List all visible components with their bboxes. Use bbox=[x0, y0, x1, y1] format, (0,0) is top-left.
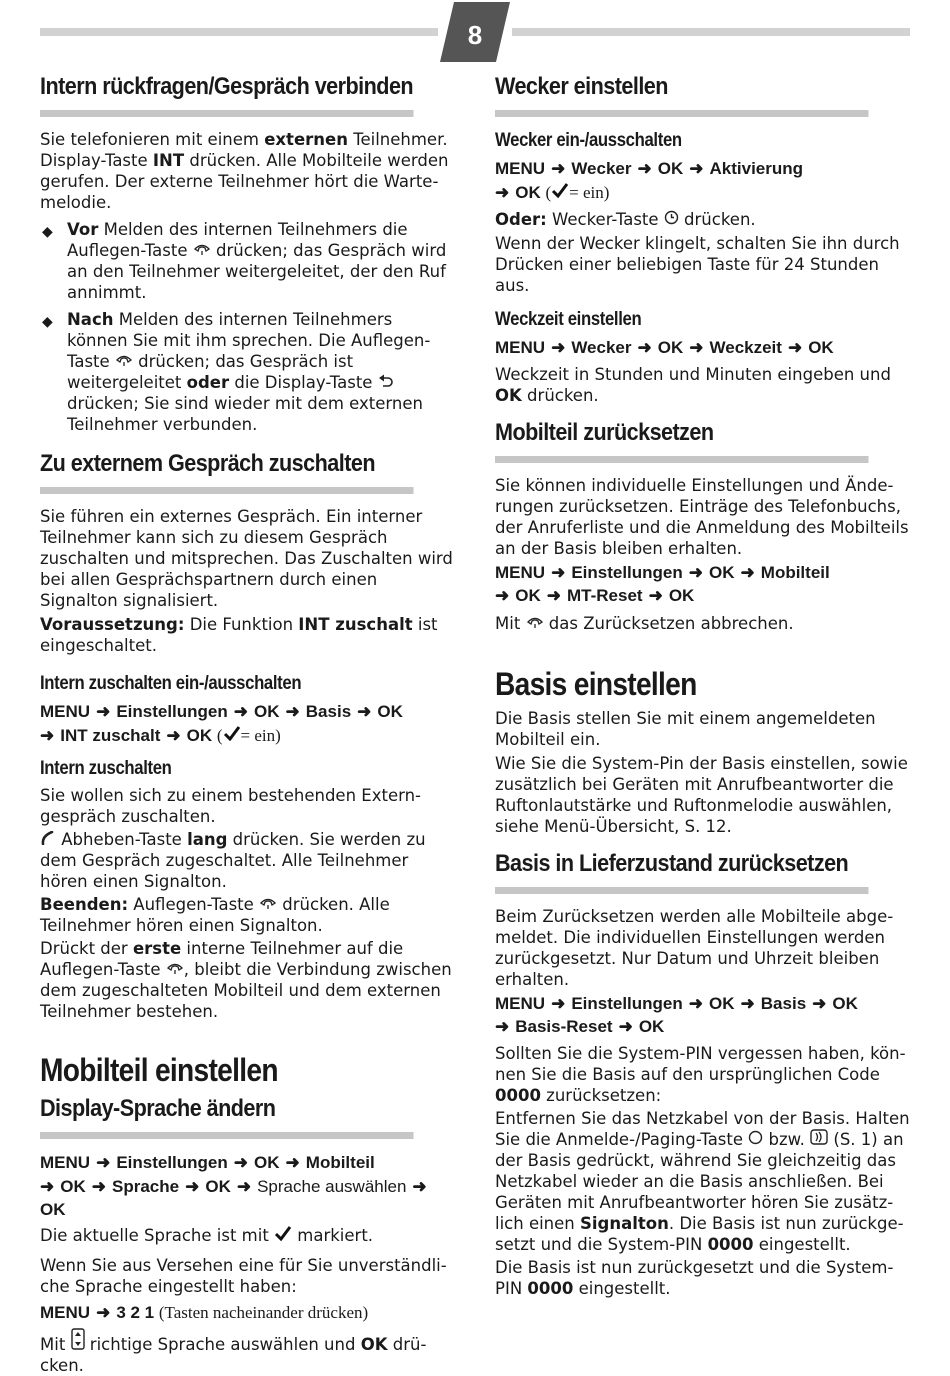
arrow-right-icon: ➜ bbox=[787, 338, 803, 357]
arrow-right-icon: ➜ bbox=[285, 702, 300, 721]
arrow-right-icon: ➜ bbox=[495, 182, 510, 202]
arrow-right-icon: ➜ bbox=[551, 159, 566, 178]
header-bar-left bbox=[40, 28, 438, 36]
section-title-intern-rueckfragen: Intern rückfragen/Gespräch verbinden bbox=[40, 72, 414, 117]
menu-path-wecker-aktivierung: MENU ➜ Wecker ➜ OK ➜ Aktivierung ➜ OK ( = ein) bbox=[495, 157, 910, 204]
arrow-right-icon: ➜ bbox=[412, 1176, 427, 1196]
menu-path-reset-sprache: MENU ➜ 3 2 1 (Tasten nacheinander drücken) bbox=[40, 1301, 455, 1325]
paragraph: Wenn Sie aus Versehen eine für Sie unverständliche Sprache eingestellt haben: bbox=[40, 1255, 447, 1296]
arrow-right-icon: ➜ bbox=[648, 586, 663, 605]
paragraph: Oder: Wecker-Taste drücken. bbox=[495, 210, 756, 229]
paragraph: Sie können individuelle Einstellungen und Änderungen zurücksetzen. Einträge des Telefonbuchs, der Anruferliste und die Anmeldung des Mobilteils an der Basis bleiben erhalten. bbox=[495, 475, 909, 558]
right-column bbox=[495, 72, 910, 1299]
paragraph: Die Basis ist nun zurückgesetzt und die System-PIN 0000 eingestellt. bbox=[495, 1257, 894, 1298]
arrow-right-icon: ➜ bbox=[91, 1176, 106, 1196]
arrow-right-icon: ➜ bbox=[689, 159, 704, 178]
arrow-right-icon: ➜ bbox=[740, 562, 755, 582]
arrow-right-icon: ➜ bbox=[40, 1176, 55, 1196]
diamond-bullet-icon: ◆ bbox=[42, 224, 53, 240]
diamond-bullet-icon: ◆ bbox=[42, 314, 53, 330]
alarm-clock-icon bbox=[664, 209, 679, 230]
arrow-right-icon: ➜ bbox=[233, 1153, 249, 1172]
checkmark-icon bbox=[551, 181, 569, 205]
arrow-right-icon: ➜ bbox=[551, 562, 566, 582]
arrow-right-icon: ➜ bbox=[688, 562, 704, 582]
paragraph: Mit das Zurücksetzen abbrechen. bbox=[495, 613, 794, 633]
paragraph: Sie wollen sich zu einem bestehenden Externgespräch zuschalten. bbox=[40, 786, 422, 826]
paragraph: Die aktuelle Sprache ist mit markiert. bbox=[40, 1225, 374, 1245]
arrow-right-icon: ➜ bbox=[495, 1017, 510, 1036]
subsection-title-intern-zuschalten: Intern zuschalten bbox=[40, 758, 172, 779]
section-title-externem-zuschalten: Zu externem Gespräch zuschalten bbox=[40, 449, 414, 494]
hang-up-key-icon bbox=[115, 351, 133, 372]
section-title-basis-lieferzustand: Basis in Lieferzustand zurücksetzen bbox=[495, 849, 869, 894]
menu-path-mt-reset: MENU ➜ Einstellungen ➜ OK ➜ Mobilteil ➜ OK ➜ MT-Reset ➜ OK bbox=[495, 561, 910, 608]
arrow-right-icon: ➜ bbox=[236, 1176, 252, 1196]
arrow-right-icon: ➜ bbox=[96, 702, 111, 721]
arrow-right-icon: ➜ bbox=[96, 1153, 111, 1172]
hang-up-key-icon bbox=[526, 613, 544, 634]
paragraph: Wie Sie die System-Pin der Basis einstellen, sowie zusätzlich bei Geräten mit Anrufbeantworter die Ruftonlautstärke und Ruftonmelodie auswählen, siehe Menü-Übersicht, S. 12. bbox=[495, 753, 908, 836]
left-column bbox=[40, 72, 455, 1376]
paging-signal-key-icon bbox=[810, 1129, 828, 1150]
paragraph: Beenden: Auflegen-Taste drücken. Alle Teilnehmer hören einen Signalton. bbox=[40, 895, 390, 935]
paragraph: Beim Zurücksetzen werden alle Mobilteile abgemeldet. Die individuellen Einstellungen werden zurückgesetzt. Nur Datum und Uhrzeit bleiben erhalten. bbox=[495, 906, 894, 989]
paragraph: Die Basis stellen Sie mit einem angemeldeten Mobilteil ein. bbox=[495, 708, 876, 749]
page-number: 8 bbox=[467, 20, 483, 50]
paragraph: Voraussetzung: Die Funktion INT zuschalt ist eingeschaltet. bbox=[40, 615, 438, 655]
subsection-title-weckzeit: Weckzeit einstellen bbox=[495, 309, 642, 330]
pick-up-key-icon bbox=[40, 829, 56, 850]
navigation-key-icon bbox=[71, 1328, 85, 1355]
hang-up-key-icon bbox=[259, 894, 277, 915]
section-title-wecker-einstellen: Wecker einstellen bbox=[495, 72, 869, 117]
back-key-icon bbox=[378, 372, 394, 393]
section-title-mobilteil-zuruecksetzen: Mobilteil zurücksetzen bbox=[495, 418, 869, 463]
checkmark-icon bbox=[223, 724, 241, 748]
arrow-right-icon: ➜ bbox=[96, 1302, 111, 1322]
arrow-right-icon: ➜ bbox=[40, 725, 55, 745]
arrow-right-icon: ➜ bbox=[637, 159, 652, 178]
arrow-right-icon: ➜ bbox=[812, 993, 827, 1013]
arrow-right-icon: ➜ bbox=[495, 586, 510, 605]
arrow-right-icon: ➜ bbox=[166, 725, 181, 745]
subsection-title-wecker-ein-aus: Wecker ein-/ausschalten bbox=[495, 130, 682, 151]
paragraph: Wenn der Wecker klingelt, schalten Sie ihn durch Drücken einer beliebigen Taste für 24 Stunden aus. bbox=[495, 234, 900, 295]
paragraph: Sollten Sie die System-PIN vergessen haben, können Sie die Basis auf den ursprünglichen Code 0000 zurücksetzen: bbox=[495, 1043, 906, 1105]
paragraph: Sie führen ein externes Gespräch. Ein interner Teilnehmer kann sich zu diesem Gespräch zuschalten und mitsprechen. Das Zuschalten wird bei allen Gesprächspartnern durch einen Signalton signalisiert. bbox=[40, 507, 453, 610]
paragraph: Weckzeit in Stunden und Minuten eingeben und OK drücken. bbox=[495, 364, 891, 405]
chapter-title-mobilteil-einstellen: Mobilteil einstellen bbox=[40, 1052, 278, 1088]
paragraph: Sie telefonieren mit einem externen Teilnehmer. Display-Taste INT drücken. Alle Mobilteile werden gerufen. Der externe Teilnehmer hört die Wartemelodie. bbox=[40, 130, 449, 212]
arrow-right-icon: ➜ bbox=[357, 702, 372, 721]
arrow-right-icon: ➜ bbox=[551, 993, 566, 1013]
menu-path-weckzeit: MENU ➜ Wecker ➜ OK ➜ Weckzeit ➜ OK bbox=[495, 336, 910, 360]
checkmark-icon bbox=[274, 1225, 292, 1246]
arrow-right-icon: ➜ bbox=[740, 993, 755, 1013]
section-title-display-sprache: Display-Sprache ändern bbox=[40, 1094, 414, 1139]
paragraph: Entfernen Sie das Netzkabel von der Basis. Halten Sie die Anmelde-/Paging-Taste bzw. (S. 1) an der Basis gedrückt, während Sie gleichzeitig das Netzkabel wieder an die Basis anschließen. Bei Geräten mit Anrufbeantworter hören Sie zusätzlich einen Signalton. Die Basis ist nun zurückgesetzt und die System-PIN 0000 eingestellt. bbox=[495, 1108, 910, 1254]
arrow-right-icon: ➜ bbox=[185, 1176, 200, 1196]
menu-path-int-zuschalt: MENU ➜ Einstellungen ➜ OK ➜ Basis ➜ OK ➜ INT zuschalt ➜ OK ( = ein) bbox=[40, 700, 455, 747]
hang-up-key-icon bbox=[166, 959, 184, 980]
paging-key-icon bbox=[748, 1129, 763, 1150]
chapter-title-basis-einstellen: Basis einstellen bbox=[495, 665, 697, 702]
subsection-title-intern-ein-aus: Intern zuschalten ein-/ausschalten bbox=[40, 673, 302, 694]
paragraph: Drückt der erste interne Teilnehmer auf die Auflegen-Taste , bleibt die Verbindung zwischen dem zugeschalteten Mobilteil und dem externen Teilnehmer bestehen. bbox=[40, 939, 452, 1021]
arrow-right-icon: ➜ bbox=[688, 993, 704, 1013]
arrow-right-icon: ➜ bbox=[233, 702, 249, 721]
menu-path-sprache: MENU ➜ Einstellungen ➜ OK ➜ Mobilteil ➜ OK ➜ Sprache ➜ OK ➜ Sprache auswählen ➜OK bbox=[40, 1153, 427, 1219]
paragraph: Abheben-Taste lang drücken. Sie werden zu dem Gespräch zugeschaltet. Alle Teilnehmer hören einen Signalton. bbox=[40, 830, 426, 891]
list-item: ◆ Nach Melden des internen Teilnehmers können Sie mit ihm sprechen. Die Auflegen-Taste drücken; das Gespräch ist weitergeleitet oder die Display-Taste drücken; Sie sind wieder mit dem externen Teilnehmer verbunden. bbox=[42, 310, 431, 434]
arrow-right-icon: ➜ bbox=[689, 338, 704, 357]
arrow-right-icon: ➜ bbox=[285, 1153, 300, 1172]
paragraph: Mit richtige Sprache auswählen und OK drücken. bbox=[40, 1328, 455, 1376]
hang-up-key-icon bbox=[193, 240, 211, 261]
arrow-right-icon: ➜ bbox=[551, 338, 566, 357]
arrow-right-icon: ➜ bbox=[546, 586, 561, 605]
arrow-right-icon: ➜ bbox=[618, 1017, 633, 1036]
page-number-tab bbox=[440, 2, 510, 62]
arrow-right-icon: ➜ bbox=[637, 338, 652, 357]
header-bar-right bbox=[512, 28, 910, 36]
list-item: ◆ Vor Melden des internen Teilnehmers die Auflegen-Taste drücken; das Gespräch wird an den Teilnehmer weitergeleitet, der den Ruf annimmt. bbox=[42, 220, 447, 302]
menu-path-basis-reset: MENU ➜ Einstellungen ➜ OK ➜ Basis ➜ OK ➜ Basis-Reset ➜ OK bbox=[495, 992, 910, 1039]
